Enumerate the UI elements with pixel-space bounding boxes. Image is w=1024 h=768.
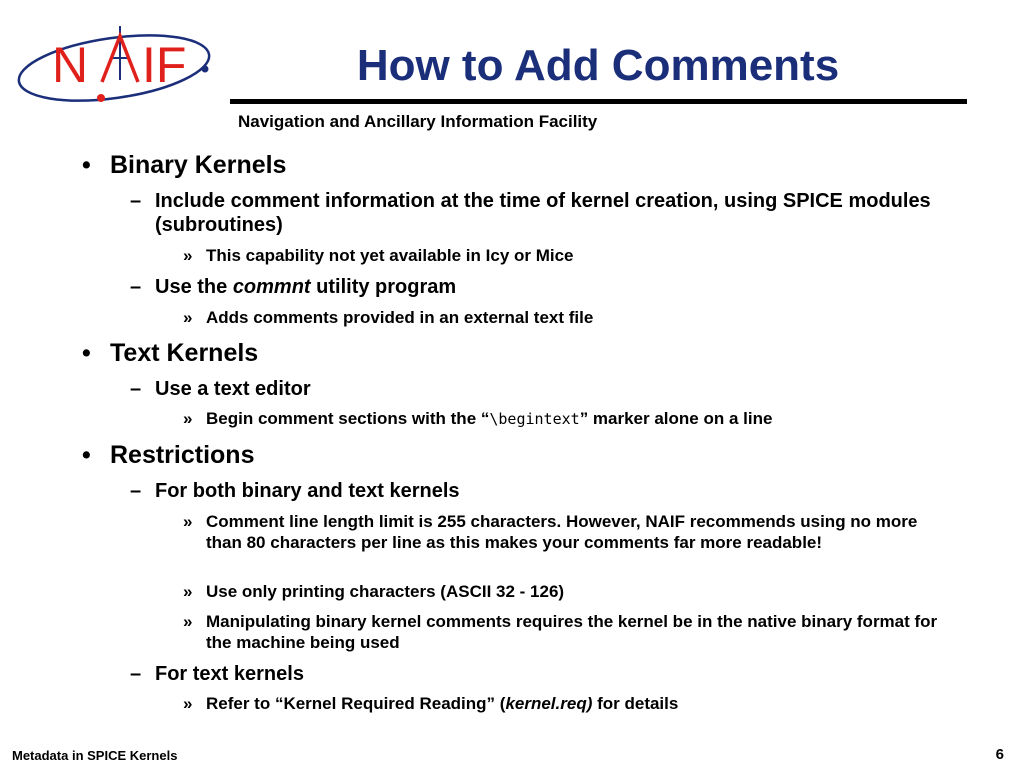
heading-binary-kernels: Binary Kernels: [110, 151, 287, 179]
bullet-marker: •: [82, 441, 91, 469]
text-part: Use the: [155, 276, 233, 298]
heading-restrictions: Restrictions: [110, 441, 255, 469]
binary-item-commnt-note: Adds comments provided in an external text file: [206, 308, 594, 327]
dash-marker: –: [130, 480, 142, 502]
arrow-marker: »: [183, 694, 193, 713]
restrictions-item-text: For text kernels: [155, 663, 304, 685]
begintext-marker: \begintext: [489, 410, 580, 428]
text-part: ” marker alone on a line: [579, 409, 773, 428]
restrictions-text-note: [206, 693, 946, 714]
commnt-program-name: commnt: [232, 276, 311, 298]
text-part: Begin comment sections with the “: [206, 409, 490, 428]
text-part: Refer to “Kernel Required Reading” (: [206, 694, 506, 713]
text-item-editor: Use a text editor: [155, 378, 311, 400]
text-part: utility program: [310, 276, 457, 298]
dash-marker: –: [130, 190, 142, 212]
arrow-marker: »: [183, 582, 193, 601]
restrictions-printing-chars: Use only printing characters (ASCII 32 - 126): [206, 582, 565, 601]
arrow-marker: »: [183, 612, 193, 631]
binary-item-creation-note: This capability not yet available in Icy or Mice: [206, 246, 574, 265]
page-number: 6: [995, 746, 1004, 763]
page-title: How to Add Comments: [356, 41, 840, 90]
restrictions-line-length: Comment line length limit is 255 characters. However, NAIF recommends using no more than 80 characters per line as this makes your comments far more readable!: [206, 512, 918, 552]
heading-text-kernels: Text Kernels: [110, 339, 259, 367]
bullet-marker: •: [82, 339, 91, 367]
restrictions-native-format: Manipulating binary kernel comments requires the kernel be in the native binary format for the machine being used: [206, 612, 938, 652]
binary-item-creation: Include comment information at the time of kernel creation, using SPICE modules (subroutines): [155, 190, 931, 236]
dash-marker: –: [130, 378, 142, 400]
svg-text:IF: IF: [142, 37, 187, 93]
organization-subtitle: Navigation and Ancillary Information Facility: [238, 112, 598, 131]
binary-item-commnt: [155, 275, 965, 299]
arrow-marker: »: [183, 512, 193, 531]
kernel-req-filename: kernel.req): [505, 694, 593, 713]
svg-text:N: N: [52, 37, 89, 93]
arrow-marker: »: [183, 246, 193, 265]
restrictions-item-both: For both binary and text kernels: [155, 480, 460, 502]
text-item-editor-note: [206, 408, 946, 430]
dash-marker: –: [130, 663, 142, 685]
arrow-marker: »: [183, 409, 193, 428]
text-part: for details: [592, 694, 679, 713]
dash-marker: –: [130, 276, 142, 298]
footer-title: Metadata in SPICE Kernels: [12, 748, 178, 763]
bullet-marker: •: [82, 151, 91, 179]
arrow-marker: »: [183, 308, 193, 327]
